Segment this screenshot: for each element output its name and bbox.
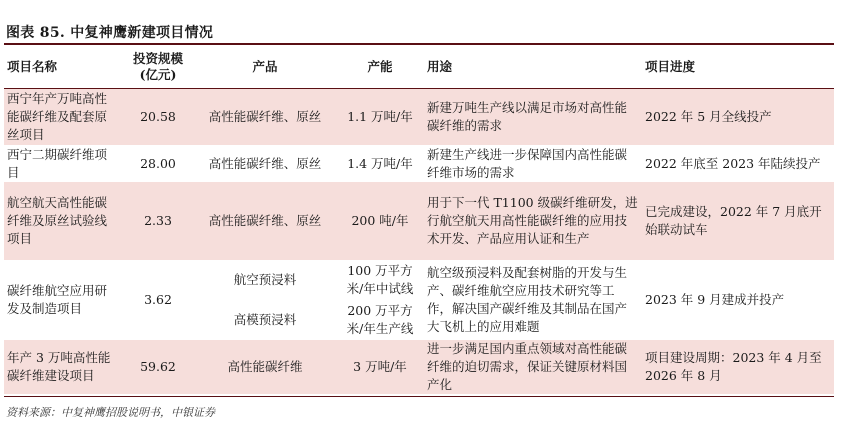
cell-capacity: 3 万吨/年 xyxy=(336,340,424,394)
table-row xyxy=(4,89,834,146)
table-row xyxy=(4,145,834,182)
cell-purpose: 进一步满足国内重点领域对高性能碳纤维的迫切需求，保证关键原材料国产化 xyxy=(424,340,642,394)
cell-name: 航空航天高性能碳纤维及原丝试验线项目 xyxy=(4,182,122,260)
cell-product: 高性能碳纤维 xyxy=(194,340,336,394)
cell-investment: 59.62 xyxy=(122,340,194,394)
cell-product: 高性能碳纤维、原丝 xyxy=(194,89,336,146)
cell-product: 高性能碳纤维、原丝 xyxy=(194,145,336,182)
projects-table xyxy=(4,46,834,394)
cell-progress: 2022 年 5 月全线投产 xyxy=(642,89,834,146)
cell-capacity: 100 万平方米/年中试线 xyxy=(336,260,424,300)
col-header-investment: 投资规模 (亿元) xyxy=(122,46,194,89)
cell-purpose: 用于下一代 T1100 级碳纤维研发，进行航空航天用高性能碳纤维的应用技术开发、产品应用认证和生产 xyxy=(424,182,642,260)
cell-purpose: 新建生产线进一步保障国内高性能碳纤维市场的需求 xyxy=(424,145,642,182)
cell-product: 航空预浸料 xyxy=(194,260,336,300)
cell-product: 高性能碳纤维、原丝 xyxy=(194,182,336,260)
col-header-purpose: 用途 xyxy=(424,46,642,89)
col-header-name: 项目名称 xyxy=(4,46,122,89)
cell-purpose: 航空级预浸料及配套树脂的开发与生产、碳纤维航空应用技术研究等工作，解决国产碳纤维及其制品在国产大飞机上的应用难题 xyxy=(424,260,642,340)
cell-investment: 2.33 xyxy=(122,182,194,260)
col-header-capacity: 产能 xyxy=(336,46,424,89)
cell-capacity: 200 万平方米/年生产线 xyxy=(336,300,424,340)
cell-investment: 20.58 xyxy=(122,89,194,146)
table-row xyxy=(4,260,834,300)
cell-investment: 28.00 xyxy=(122,145,194,182)
top-rule xyxy=(4,43,834,45)
table-row xyxy=(4,182,834,260)
col-header-product: 产品 xyxy=(194,46,336,89)
bottom-rule xyxy=(4,396,834,397)
col-header-progress: 项目进度 xyxy=(642,46,834,89)
cell-name: 西宁二期碳纤维项目 xyxy=(4,145,122,182)
table-header-row xyxy=(4,46,834,89)
cell-progress: 项目建设周期：2023 年 4 月至 2026 年 8 月 xyxy=(642,340,834,394)
cell-purpose: 新建万吨生产线以满足市场对高性能碳纤维的需求 xyxy=(424,89,642,146)
figure-title: 图表 85. 中复神鹰新建项目情况 xyxy=(6,25,214,41)
cell-progress: 2023 年 9 月建成并投产 xyxy=(642,260,834,340)
cell-progress: 2022 年底至 2023 年陆续投产 xyxy=(642,145,834,182)
cell-investment: 3.62 xyxy=(122,260,194,340)
table-row xyxy=(4,340,834,394)
cell-name: 西宁年产万吨高性能碳纤维及配套原丝项目 xyxy=(4,89,122,146)
cell-product: 高模预浸料 xyxy=(194,300,336,340)
cell-capacity: 1.1 万吨/年 xyxy=(336,89,424,146)
cell-capacity: 200 吨/年 xyxy=(336,182,424,260)
cell-name: 碳纤维航空应用研发及制造项目 xyxy=(4,260,122,340)
cell-name: 年产 3 万吨高性能碳纤维建设项目 xyxy=(4,340,122,394)
source-note: 资料来源：中复神鹰招股说明书，中银证券 xyxy=(6,406,215,419)
cell-capacity: 1.4 万吨/年 xyxy=(336,145,424,182)
cell-progress: 已完成建设，2022 年 7 月底开始联动试车 xyxy=(642,182,834,260)
